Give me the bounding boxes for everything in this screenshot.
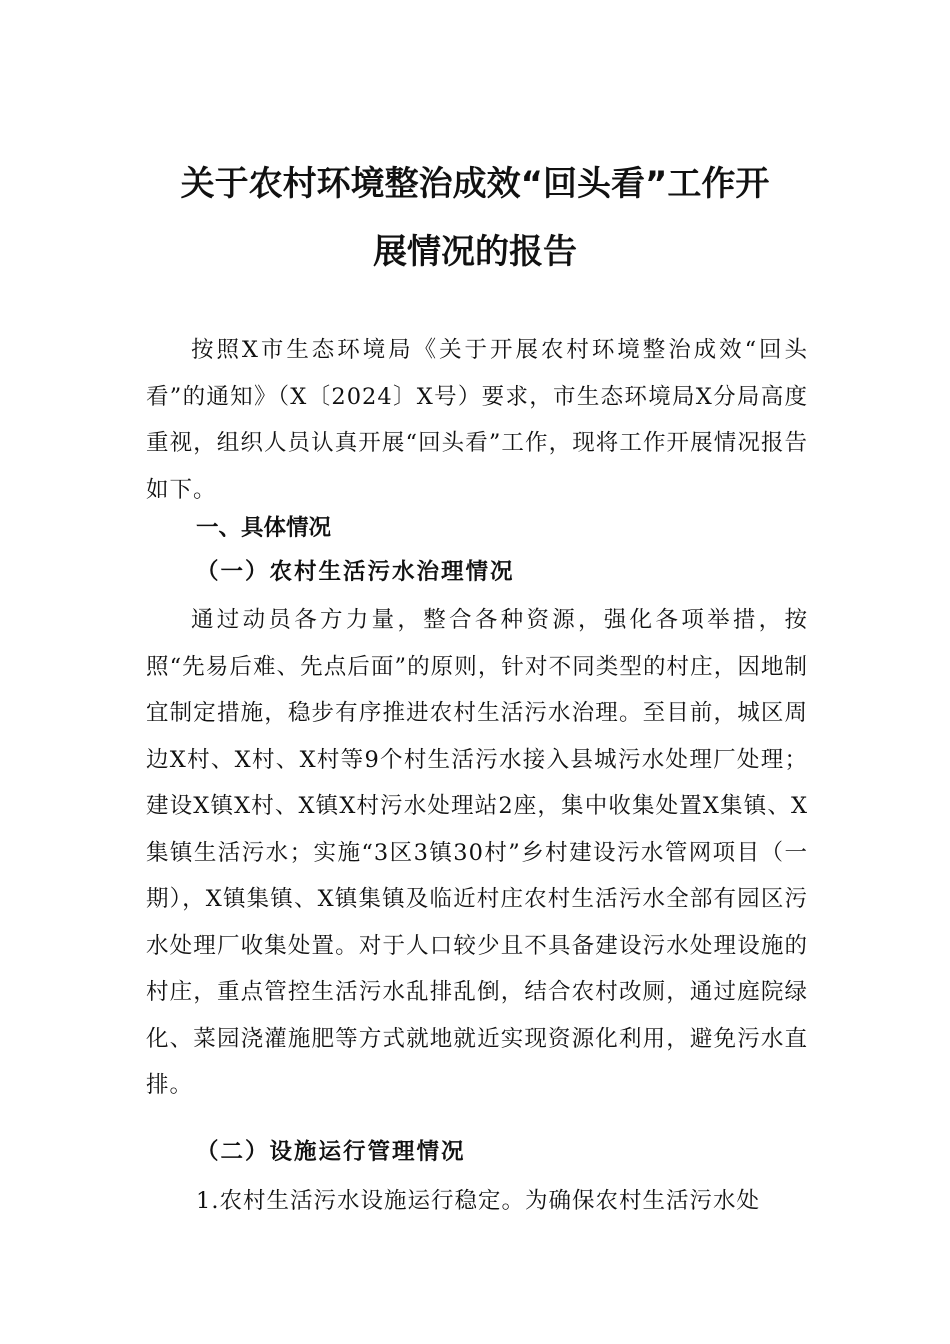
section-heading-1: 一、具体情况	[196, 515, 332, 541]
subsection-2-paragraph-start: 1.农村生活污水设施运行稳定。为确保农村生活污水处	[196, 1188, 760, 1214]
subsection-heading-1: （一）农村生活污水治理情况	[196, 559, 515, 585]
document-title-line-2: 展情况的报告	[373, 232, 577, 272]
intro-paragraph: 按照X市生态环境局《关于开展农村环境整治成效“回头看”的通知》（X〔2024〕X号）要求，市生态环境局X分局高度重视，组织人员认真开展“回头看”工作，现将工作开展情况报告如下。	[146, 337, 808, 503]
document-title-line-1: 关于农村环境整治成效“回头看”工作开	[180, 164, 770, 204]
subsection-1-paragraph: 通过动员各方力量，整合各种资源，强化各项举措，按照“先易后难、先点后面”的原则，针对不同类型的村庄，因地制宜制定措施，稳步有序推进农村生活污水治理。至目前，城区周边X村、X村、X村等9个村生活污水接入县城污水处理厂处理；建设X镇X村、X镇X村污水处理站2座，集中收集处置X集镇、X集镇生活污水；实施“3区3镇30村”乡村建设污水管网项目（一期），X镇集镇、X镇集镇及临近村庄农村生活污水全部有园区污水处理厂收集处置。对于人口较少且不具备建设污水处理设施的村庄，重点管控生活污水乱排乱倒，结合农村改厕，通过庭院绿化、菜园浇灌施肥等方式就地就近实现资源化利用，避免污水直排。	[146, 607, 808, 1098]
subsection-heading-2: （二）设施运行管理情况	[196, 1139, 466, 1165]
